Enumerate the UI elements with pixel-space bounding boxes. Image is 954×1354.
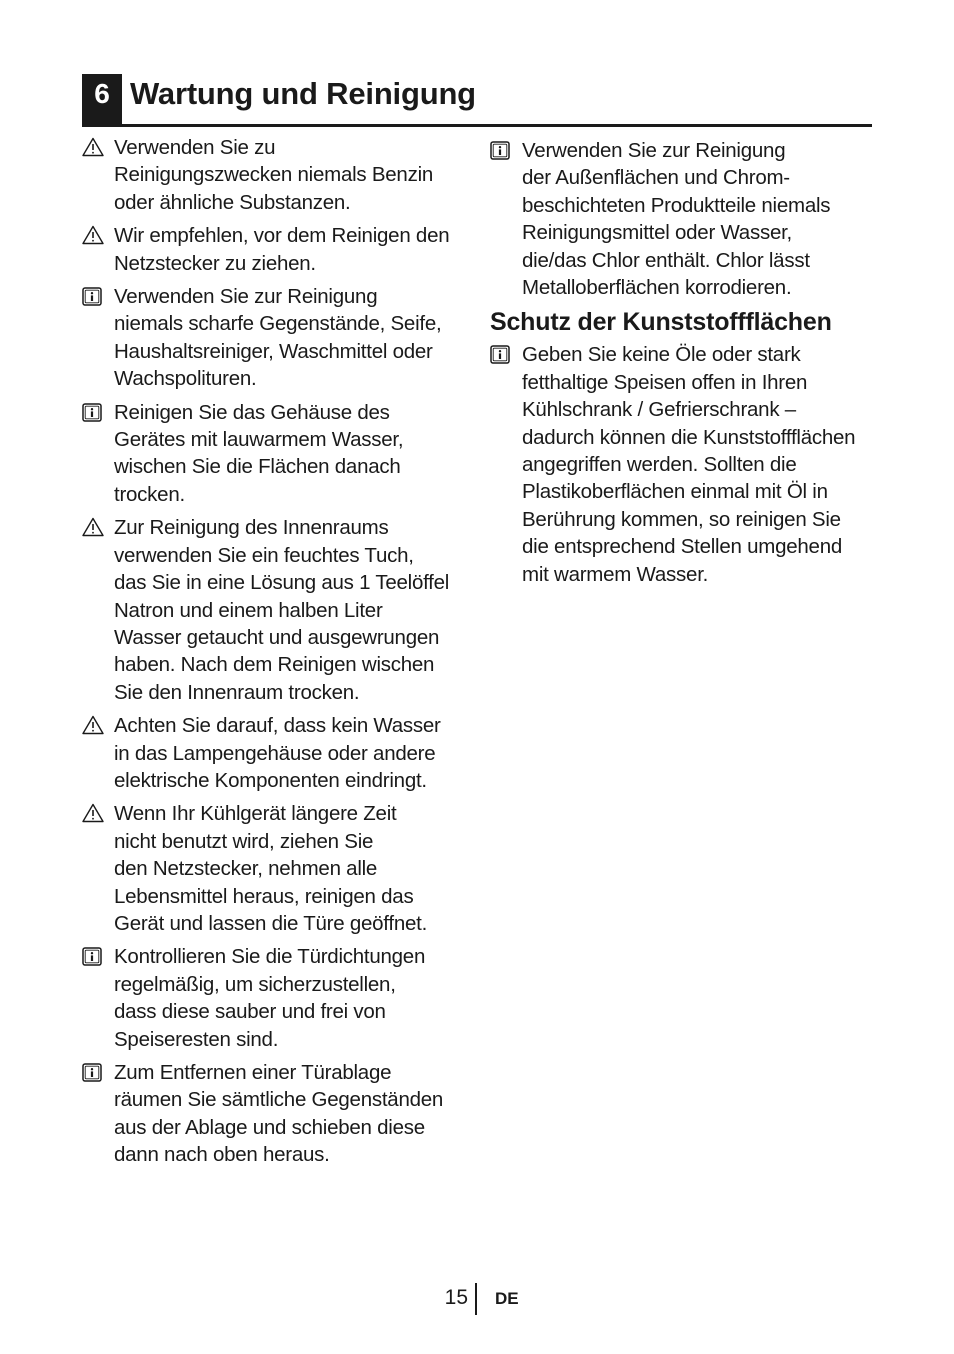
info-icon — [82, 946, 104, 966]
list-item — [82, 943, 467, 1053]
page-number: 15 — [444, 1286, 468, 1309]
warning-icon — [82, 803, 104, 823]
list-item — [82, 1059, 467, 1169]
item-text: Wir empfehlen, vor dem Reinigen den Netzstecker zu ziehen. — [114, 224, 450, 275]
list-item — [82, 800, 467, 937]
list-item — [82, 222, 467, 277]
section-heading: Schutz der Kunststoffflächen — [490, 308, 832, 337]
left-column — [82, 134, 467, 1175]
item-text: Geben Sie keine Öle oder stark fetthaltige Speisen offen in Ihren Kühlschrank / Gefrierschrank – dadurch können die Kunststoffflächen angegriffen werden. Sollten die Plastikoberflächen einmal mit Öl in Berührung kommen, so reinigen Sie die entsprechend Stellen umgehend mit warmem Wasser. — [522, 343, 856, 586]
list-item — [82, 399, 467, 509]
list-item — [82, 283, 467, 393]
item-text: Zur Reinigung des Innenraums verwenden Sie ein feuchtes Tuch, das Sie in eine Lösung aus 1 Teelöffel Natron und einem halben Liter Wasser getaucht und ausgewrungen haben. Nach dem Reinigen wischen Sie den Innenraum trocken. — [114, 516, 450, 704]
right-column — [490, 137, 880, 594]
item-text: Verwenden Sie zur Reinigung niemals scharfe Gegenstände, Seife, Haushaltsreiniger, Waschmittel oder Wachspolituren. — [114, 285, 442, 391]
warning-icon — [82, 225, 104, 245]
warning-icon — [82, 137, 104, 157]
info-icon — [82, 1062, 104, 1082]
chapter-number-badge: 6 — [82, 74, 122, 124]
item-text: Reinigen Sie das Gehäuse des Gerätes mit lauwarmem Wasser, wischen Sie die Flächen danach trocken. — [114, 400, 404, 506]
list-item — [82, 712, 467, 794]
warning-icon — [82, 517, 104, 537]
list-item — [82, 514, 467, 706]
item-text: Verwenden Sie zur Reinigung der Außenflächen und Chrom- beschichteten Produktteile niemals Reinigungsmittel oder Wasser, die/das Chlor enthält. Chlor lässt Metalloberflächen korrodieren. — [522, 139, 831, 300]
item-text: Verwenden Sie zu Reinigungszwecken niemals Benzin oder ähnliche Substanzen. — [114, 136, 434, 214]
item-text: Kontrollieren Sie die Türdichtungen regelmäßig, um sicherzustellen, dass diese sauber und frei von Speiseresten sind. — [114, 945, 426, 1051]
item-text: Zum Entfernen einer Türablage räumen Sie sämtliche Gegenständen aus der Ablage und schieben diese dann nach oben heraus. — [114, 1061, 444, 1167]
chapter-header — [82, 74, 872, 127]
list-item — [490, 137, 880, 301]
item-text: Wenn Ihr Kühlgerät längere Zeit nicht benutzt wird, ziehen Sie den Netzstecker, nehmen alle Lebensmittel heraus, reinigen das Gerät und lassen die Türe geöffnet. — [114, 802, 428, 935]
info-icon — [82, 402, 104, 422]
info-icon — [82, 286, 104, 306]
language-code: DE — [495, 1289, 519, 1308]
list-item — [490, 341, 880, 588]
footer-divider — [475, 1283, 477, 1315]
chapter-title: Wartung und Reinigung — [130, 76, 476, 111]
warning-icon — [82, 715, 104, 735]
item-text: Achten Sie darauf, dass kein Wasser in das Lampengehäuse oder andere elektrische Komponenten eindringt. — [114, 714, 441, 792]
info-icon — [490, 344, 512, 364]
list-item — [82, 134, 467, 216]
info-icon — [490, 140, 512, 160]
page-footer — [0, 1283, 954, 1315]
